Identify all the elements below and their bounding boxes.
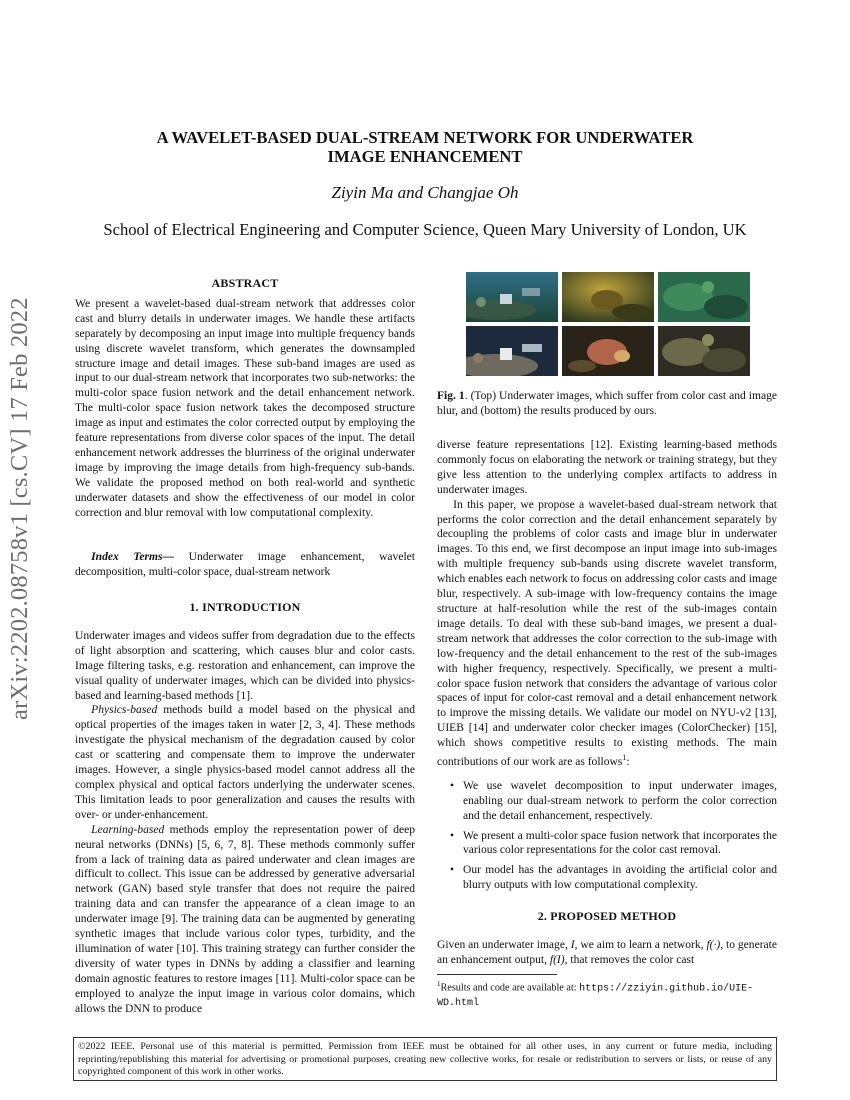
variable-i: I (570, 938, 575, 951)
enhanced-image-3 (658, 326, 750, 376)
figure-1 (466, 272, 750, 376)
right-column-text (437, 438, 777, 898)
title-line-2: IMAGE ENHANCEMENT (327, 147, 523, 166)
right-paragraph-2-end: : (626, 755, 630, 768)
underwater-image-3 (658, 272, 750, 322)
introduction-heading: 1. INTRODUCTION (189, 600, 301, 614)
abstract-section (75, 276, 415, 521)
introduction-section (75, 600, 415, 1016)
bullet-icon: • (450, 779, 455, 792)
list-item (437, 779, 777, 824)
figure-caption-text: . (Top) Underwater images, which suffer from color cast and image blur, and (bottom) the results produced by ours. (437, 390, 777, 417)
figure-label: Fig. 1 (437, 390, 465, 402)
bullet-icon: • (450, 829, 455, 842)
enhanced-image-1 (466, 326, 558, 376)
bullet-text: We use wavelet decomposition to input underwater images, enabling our dual-stream network to perform the color correction and the detail enhancement, respectively. (463, 779, 777, 822)
footnote-marker: 1 (622, 753, 627, 763)
authors: Ziyin Ma and Changjae Oh (331, 183, 519, 202)
arxiv-identifier: arXiv:2202.08758v1 [cs.CV] 17 Feb 2022 (6, 297, 33, 720)
footnote-rule (437, 974, 557, 975)
abstract-text: We present a wavelet-based dual-stream network that addresses color cast and blurry details in underwater images. We handle these artifacts separately by decomposing an input image into multiple frequency bands using discrete wavelet transform, which generates the downsampled structure image and detail images. These sub-band images are used as input to our dual-stream network that incorporates two sub-networks: the multi-color space fusion network and the detail enhancement network. The multi-color space fusion network takes the decomposed structure image as input and estimates the color corrected output by employing the feature representations from diverse color spaces of the input. The detail enhancement network addresses the blurriness of the original underwater image by improving the image details from high-frequency sub-bands. We validate the proposed method on both real-world and synthetic underwater datasets and show the effectiveness of our model in color correction and blur removal with low computational complexity. (75, 297, 415, 519)
bullet-text: We present a multi-color space fusion network that incorporates the various color representations for the color cast removal. (463, 829, 777, 857)
proposed-method-heading: 2. PROPOSED METHOD (537, 909, 677, 923)
contributions-list (437, 779, 777, 893)
right-paragraph-1: diverse feature representations [12]. Existing learning-based methods commonly focus on elaborating the network or training strategy, but they give less attention to the underlying complex artifacts to address in underwater images. (437, 439, 777, 496)
bullet-icon: • (450, 864, 455, 877)
footnote: $^1$Results and code are available at: https://zziyin.github.io/UIE-WD.html (437, 980, 754, 1009)
paper-title (100, 128, 750, 166)
learning-based-term: Learning-based (91, 823, 165, 836)
right-paragraph-2-text: In this paper, we propose a wavelet-based dual-stream network that performs the color correction and the detail enhancement separately by decoupling the problems of color casts and image blur in underwater images. To this end, we first decompose an input image into sub-images with multiple frequency sub-bands using discrete wavelet transform, which enables each network to focus on addressing color casts and image blur, respectively. A sub-image with low-frequency contains the image structure at half-resolution while the rest of the sub-images contain image details. To deal with these sub-band images, we present a dual-stream network that addresses the color correction to the sub-image with low-frequency and the detail enhancement to the rest of the sub-images with higher frequency, respectively. Specifically, we present a multi-color space fusion network that considers the advantage of various color spaces of input for color-cast removal and a detail enhancement network to improve the missing details. We validate our model on NYU-v2 [13], UIEB [14] and underwater color checker images (ColorChecker) [15], which shows competitive results to existing methods. The main contributions of our work are as follows (437, 498, 777, 768)
enhanced-image-2 (562, 326, 654, 376)
intro-paragraph-3 (75, 823, 415, 1017)
intro-paragraph-2-text: methods build a model based on the physical and optical properties of the images taken in water [2, 3, 4]. These methods investigate the physical mechanism of the degradation caused by color cast or scattering and compensate them to improve the underwater images. However, a single physics-based model cannot address all the complex physical and optical factors underlying the underwater scenes. This limitation leads to poor generalization and causes the results with over- or under-enhancement. (75, 704, 415, 821)
proposed-method-section (437, 909, 777, 968)
affiliation: School of Electrical Engineering and Computer Science, Queen Mary University of London, UK (103, 220, 747, 239)
physics-based-term: Physics-based (91, 704, 158, 717)
results-link[interactable]: https://zziyin.github.io/UIE-WD.html (437, 983, 754, 1009)
title-line-1: A WAVELET-BASED DUAL-STREAM NETWORK FOR UNDERWATER (156, 128, 694, 147)
underwater-image-2 (562, 272, 654, 322)
index-terms-label: Index Terms— (91, 551, 175, 563)
method-paragraph: Given an underwater image, I, we aim to learn a network, f(·), to generate an enhancement output, f(I), that removes the color cast (437, 938, 777, 966)
abstract-heading: ABSTRACT (211, 276, 279, 290)
right-paragraph-2 (437, 498, 777, 770)
list-item (437, 829, 777, 859)
underwater-image-1 (466, 272, 558, 322)
intro-paragraph-1: Underwater images and videos suffer from degradation due to the effects of light absorption and scattering, which causes blur and color casts. Image filtering tasks, e.g. restoration and enhancement, can improve the visual quality of underwater images, which can be divided into physics-based and learning-based methods [1]. (75, 629, 415, 702)
bullet-text: Our model has the advantages in avoiding the artificial color and blurry outputs with low computational complexity. (463, 864, 777, 892)
intro-paragraph-3-text: methods employ the representation power of deep neural networks (DNNs) [5, 6, 7, 8]. These methods commonly suffer from a lack of training data as paired underwater and clean images are difficult to collect. This issue can be addressed by generative adversarial network (GAN) based style transfer that does not require the paired training data and can transfer the appearance of a clean image to an underwater image [9]. The training data can be augmented by generating synthetic images that include various color types, turbidity, and the illumination of water [10]. This training strategy can further consider the diversity of water types in DNNs by adding a classifier and learning domain agnostic features to restore images [11]. Multi-color space can be employed to analyze the input image in various color domains, which allows the DNN to produce (75, 823, 415, 1015)
index-terms (75, 550, 415, 580)
intro-paragraph-2 (75, 703, 415, 822)
figure-1-caption (437, 389, 777, 419)
copyright-notice: ©2022 IEEE. Personal use of this material is permitted. Permission from IEEE must be obtained for all other uses, in any current or future media, including reprinting/republishing this material for advertising or promotional purposes, creating new collective works, for resale or redistribution to servers or lists, or reuse of any copyrighted component of this work in other works. (73, 1037, 777, 1081)
index-terms-text: Underwater image enhancement, wavelet decomposition, multi-color space, dual-stream network (75, 551, 416, 578)
function-f: f(·) (706, 938, 721, 951)
list-item (437, 863, 777, 893)
function-f-of-i: f(I) (549, 953, 565, 966)
